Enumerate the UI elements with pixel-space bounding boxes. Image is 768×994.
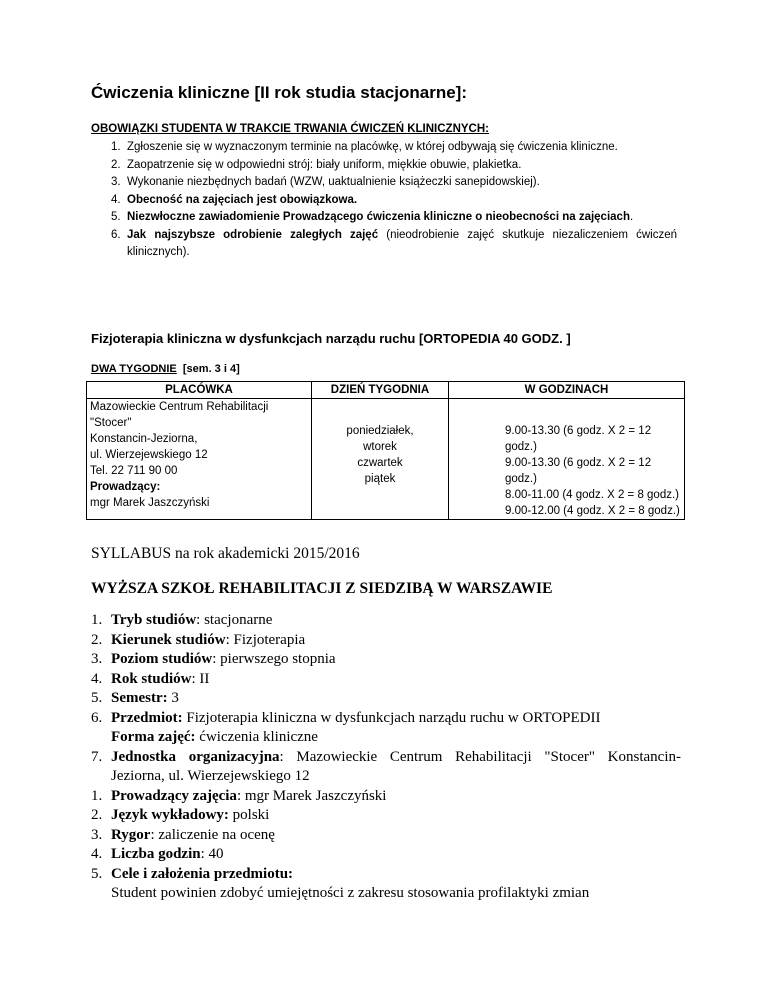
syllabus-line: SYLLABUS na rok akademicki 2015/2016 <box>91 545 360 562</box>
table-row <box>87 399 685 520</box>
duties-heading: OBOWIĄZKI STUDENTA W TRAKCIE TRWANIA ĆWICZEŃ KLINICZNYCH: <box>91 123 489 135</box>
list-item: 2. Kierunek studiów: Fizjoterapia <box>91 631 306 648</box>
duty-item: 4. Obecność na zajęciach jest obowiązkowa. <box>111 193 358 206</box>
schedule-table <box>86 381 685 520</box>
duties-list <box>91 139 677 262</box>
duty-item: 1. Zgłoszenie się w wyznaczonym terminie na placówkę, w której odbywają się ćwiczenia kliniczne. <box>111 141 618 153</box>
list-item: 4. Rok studiów: II <box>91 670 210 687</box>
list-item: 5. Cele i założenia przedmiotu: Student powinien zdobyć umiejętności z zakresu stosowania profilaktyki zmian <box>91 865 590 901</box>
hours-cell: 9.00-13.30 (6 godz. X 2 = 12 godz.) 9.00-13.30 (6 godz. X 2 = 12 godz.) 8.00-11.00 (4 godz. X 2 = 8 godz.) 9.00-12.00 (4 godz. X 2 = 8 godz.) <box>449 399 685 520</box>
column-header: DZIEŃ TYGODNIA <box>312 382 449 399</box>
school-name: WYŻSZA SZKOŁ REHABILITACJI Z SIEDZIBĄ W WARSZAWIE <box>91 580 553 597</box>
days-cell: poniedziałek, wtorek czwartek piątek <box>312 399 449 520</box>
column-header: W GODZINACH <box>449 382 685 399</box>
list-item: 6. Przedmiot: Fizjoterapia kliniczna w dysfunkcjach narządu ruchu w ORTOPEDII Forma zajęć: ćwiczenia kliniczne <box>91 709 601 745</box>
table-header-row <box>87 382 685 399</box>
duty-item: 3. Wykonanie niezbędnych badań (WZW, uaktualnienie książeczki sanepidowskiej). <box>111 176 540 188</box>
list-item: 3. Poziom studiów: pierwszego stopnia <box>91 651 336 667</box>
list-item: 2. Język wykładowy: polski <box>91 807 270 823</box>
course-heading: Fizjoterapia kliniczna w dysfunkcjach narządu ruchu [ORTOPEDIA 40 GODZ. ] <box>91 331 571 346</box>
page-title: Ćwiczenia kliniczne [II rok studia stacjonarne]: <box>91 83 467 102</box>
column-header: PLACÓWKA <box>87 382 312 399</box>
list-item: 7. Jednostka organizacyjna: Mazowieckie Centrum Rehabilitacji "Stocer" Konstancin-Jeziorna, ul. Wierzejewskiego 12 <box>91 748 681 784</box>
place-cell: Mazowieckie Centrum Rehabilitacji "Stocer" Konstancin-Jeziorna, ul. Wierzejewskiego 12 Tel. 22 711 90 00 Prowadzący: mgr Marek Jaszczyński <box>87 399 312 520</box>
list-item: 3. Rygor: zaliczenie na ocenę <box>91 826 275 843</box>
duty-item: 5. Niezwłoczne zawiadomienie Prowadzącego ćwiczenia kliniczne o nieobecności na zajęciach. <box>111 211 634 223</box>
list-item: 1. Tryb studiów: stacjonarne <box>91 612 273 628</box>
list-item: 5. Semestr: 3 <box>91 690 179 706</box>
duty-item: 2. Zaopatrzenie się w odpowiedni strój: biały uniform, miękkie obuwie, plakietka. <box>111 158 522 171</box>
duty-item: 6. Jak najszybsze odrobienie zaległych zajęć (nieodrobienie zajęć skutkuje niezaliczeniem ćwiczeń klinicznych). <box>111 228 677 258</box>
syllabus-list <box>91 611 681 904</box>
list-item: 1. Prowadzący zajęcia: mgr Marek Jaszczyński <box>91 787 387 804</box>
duration-label: DWA TYGODNIE [sem. 3 i 4] <box>91 363 240 375</box>
list-item: 4. Liczba godzin: 40 <box>91 846 224 862</box>
